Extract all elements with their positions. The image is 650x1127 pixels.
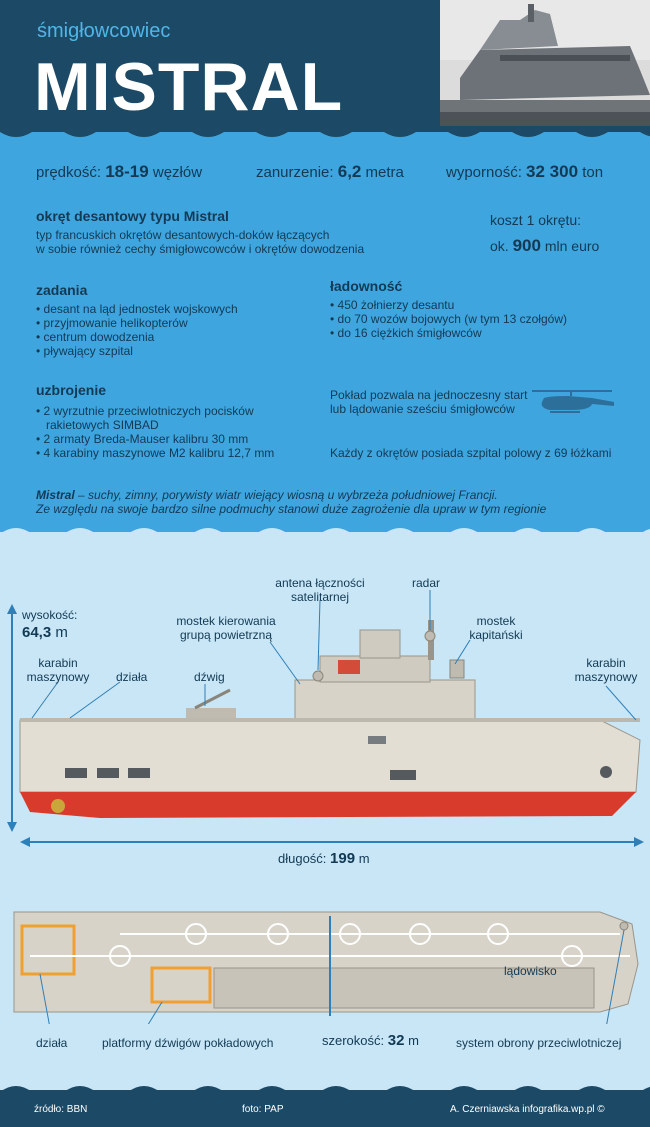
crane-platforms-label: platformy dźwigów pokładowych — [102, 1036, 274, 1050]
list-item: • do 16 ciężkich śmigłowców — [330, 326, 567, 340]
deck-note: Pokład pozwala na jednoczesny start lub lądowanie sześciu śmigłowców — [330, 388, 528, 416]
air-bridge-label: mostek kierowania grupą powietrzną — [176, 614, 276, 642]
list-item: • do 70 wozów bojowych (w tym 13 czołgów) — [330, 312, 567, 326]
list-item: • desant na ląd jednostek wojskowych — [36, 302, 238, 316]
footer-credit: A. Czerniawska infografika.wp.pl © — [450, 1104, 605, 1115]
page-title: MISTRAL — [34, 49, 344, 125]
definition: Mistral – suchy, zimny, porywisty wiatr wiejący wiosną u wybrzeża południowej Francji. Ze względu na swoje bardzo silne podmuchy stanowi duże zagrożenie dla upraw w tym regionie — [36, 488, 547, 516]
cost-value: ok. 900 mln euro — [490, 236, 600, 255]
armament-heading: uzbrojenie — [36, 382, 107, 398]
radar-label: radar — [412, 576, 441, 590]
mg-left-label: karabin maszynowy — [26, 656, 90, 684]
footer-source: źródło: BBN — [34, 1104, 88, 1115]
stat-draft: zanurzenie: 6,2 metra — [256, 162, 404, 181]
list-item: • przyjmowanie helikopterów — [36, 316, 238, 330]
guns2-label: działa — [36, 1036, 68, 1050]
list-item: • centrum dowodzenia — [36, 330, 238, 344]
intro-heading: okręt desantowy typu Mistral — [36, 208, 229, 224]
height-label: wysokość: — [22, 608, 78, 622]
list-item: • pływający szpital — [36, 344, 238, 358]
antenna-label: antena łączności satelitarnej — [275, 576, 365, 604]
capacity-heading: ładowność — [330, 278, 403, 294]
guns-label: działa — [116, 670, 148, 684]
intro-line-2: w sobie również cechy śmigłowcowców i okrętów dowodzenia — [36, 242, 365, 256]
width-label: szerokość: 32 m — [322, 1032, 419, 1049]
crane-label: dźwig — [194, 670, 225, 684]
length-label: długość: 199 m — [278, 850, 370, 867]
list-item: • 450 żołnierzy desantu — [330, 298, 567, 312]
hospital-note: Każdy z okrętów posiada szpital polowy z 69 łóżkami — [330, 446, 612, 460]
intro-line-1: typ francuskich okrętów desantowych-doków łączących — [36, 228, 330, 242]
height-value: 64,3 m — [22, 624, 68, 641]
tasks-list — [36, 302, 238, 358]
subtitle: śmigłowcowiec — [37, 20, 171, 42]
mg-right-label: karabin maszynowy — [574, 656, 638, 684]
cost-label: koszt 1 okrętu: — [490, 212, 582, 228]
footer-photo: foto: PAP — [242, 1104, 284, 1115]
capacity-list — [330, 298, 567, 340]
aa-system-label: system obrony przeciwlotniczej — [456, 1036, 622, 1050]
stat-speed: prędkość: 18-19 węzłów — [36, 162, 203, 181]
captain-bridge-label: mostek kapitański — [469, 614, 523, 642]
helicopter-icon — [530, 388, 616, 421]
ship-photo — [440, 0, 650, 126]
ship-side-view — [0, 560, 650, 860]
armament-list: • 2 wyrzutnie przeciwlotniczych pocisków rakietowych SIMBAD • 2 armaty Breda-Mauser kalibru 30 mm • 4 karabiny maszynowe M2 kalibru 12,7 mm — [36, 404, 275, 460]
landing-label: lądowisko — [504, 964, 557, 978]
stat-displacement: wyporność: 32 300 ton — [446, 162, 604, 181]
tasks-heading: zadania — [36, 282, 88, 298]
